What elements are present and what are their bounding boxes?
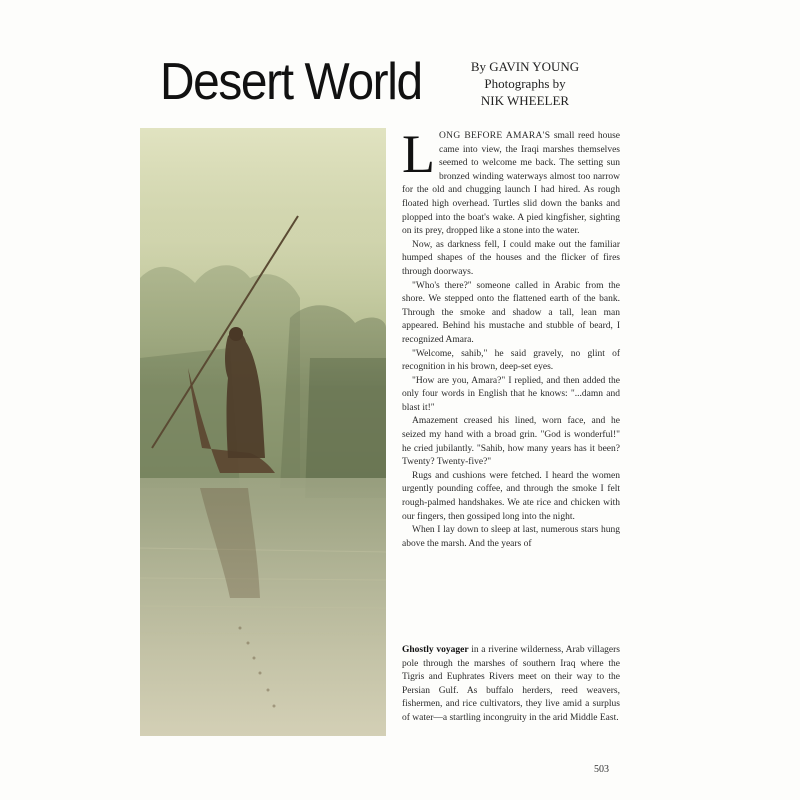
paragraph: Now, as darkness fell, I could make out the familiar humped shapes of the houses and the flicker of fires through doorways. <box>402 239 620 277</box>
article-body <box>402 124 620 551</box>
paragraph: Amazement creased his lined, worn face, and he seized my hand with a broad grin. "God is wonderful!" he cried jubilantly. "Sahib, how many years has it been? Twenty? Twenty-five?" <box>402 416 620 468</box>
marsh-photo <box>140 128 386 736</box>
paragraph: "How are you, Amara?" I replied, and then added the only four words in English that he knows: "...damn and blast it!" <box>402 375 620 413</box>
opening-words: ONG BEFORE AMARA'S <box>439 131 551 141</box>
marsh-boat-illustration <box>140 128 386 736</box>
byline-photo-credit-label: Photographs by <box>484 76 566 91</box>
caption-text: in a riverine wilderness, Arab villagers pole through the marshes of southern Iraq where the Tigris and Euphrates Rivers meet on their way to the Persian Gulf. As buffalo herders, reed weavers, fishermen, and rice cultivators, they live amid a surplus of water—a startling incongruity in the arid Middle East. <box>402 645 620 723</box>
article-title: Desert World <box>160 53 422 111</box>
page-number: 503 <box>594 764 609 775</box>
drop-cap: L <box>402 124 435 184</box>
paragraph: "Who's there?" someone called in Arabic from the shore. We stepped onto the flattened earth of the bank. Through the smoke and shadow a tall, lean man appeared. Behind his mustache and stubble of beard, I recognized Amara. <box>402 280 620 345</box>
photo-caption <box>402 644 620 726</box>
caption-lead: Ghostly voyager <box>402 645 469 655</box>
byline <box>440 58 610 109</box>
paragraph-opening <box>402 124 620 239</box>
byline-photographer: NIK WHEELER <box>480 93 570 108</box>
paragraph: "Welcome, sahib," he said gravely, no glint of recognition in his brown, deep-set eyes. <box>402 348 620 373</box>
paragraph: Rugs and cushions were fetched. I heard the women urgently pounding coffee, and through the smoke I felt rough-palmed handshakes. We ate rice and chicken with our fingers, then gossiped long into the night. <box>402 470 620 522</box>
byline-author: By GAVIN YOUNG <box>470 59 580 74</box>
paragraph: When I lay down to sleep at last, numerous stars hung above the marsh. And the years of <box>402 525 620 549</box>
paragraph-text: small reed house came into view, the Iraqi marshes themselves seemed to welcome me back. The setting sun bronzed winding waterways almost too narrow for the old and chugging launch I had hired. As rough floated high overhead. Turtles slid down the banks and plopped into the boat's wake. A pied kingfisher, sighting on its prey, dropped like a stone into the water. <box>402 131 620 237</box>
